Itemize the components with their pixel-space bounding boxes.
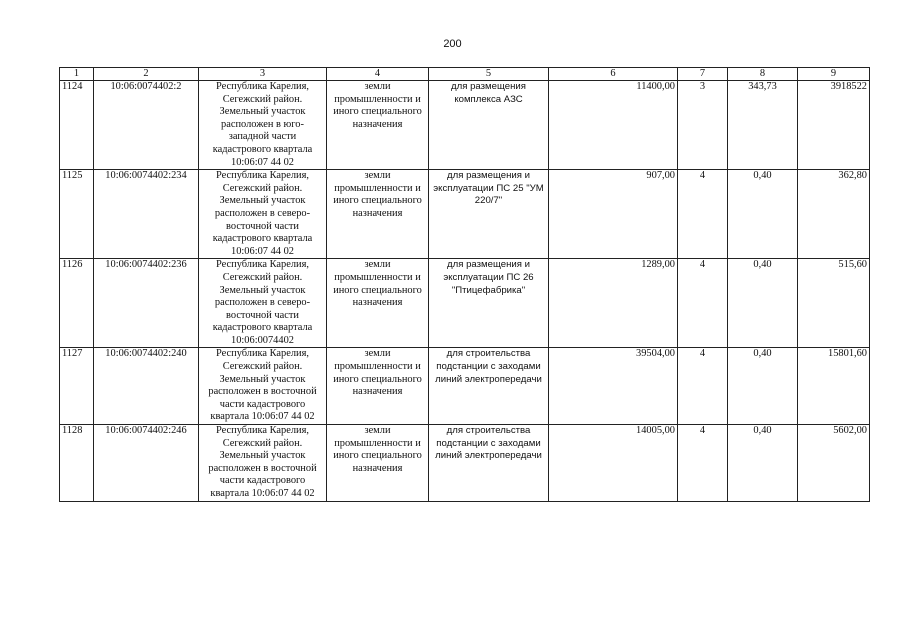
column-header-2: 2 — [94, 68, 199, 81]
area: 11400,00 — [549, 81, 678, 170]
column-header-4: 4 — [327, 68, 429, 81]
location: Республика Карелия, Сегежский район. Земельный участок расположен в восточной части кадастрового квартала 10:06:07 44 02 — [199, 348, 327, 425]
value: 3918522 — [798, 81, 870, 170]
column-header-3: 3 — [199, 68, 327, 81]
area: 14005,00 — [549, 425, 678, 502]
table-row — [60, 81, 870, 170]
location: Республика Карелия, Сегежский район. Земельный участок расположен в юго-западной части кадастрового квартала 10:06:07 44 02 — [199, 81, 327, 170]
value: 5602,00 — [798, 425, 870, 502]
column-header-8: 8 — [728, 68, 798, 81]
location: Республика Карелия, Сегежский район. Земельный участок расположен в восточной части кадастрового квартала 10:06:07 44 02 — [199, 425, 327, 502]
area: 39504,00 — [549, 348, 678, 425]
header-row — [60, 68, 870, 81]
cadastral-number: 10:06:0074402:234 — [94, 170, 199, 259]
column-header-6: 6 — [549, 68, 678, 81]
permitted-use: для строительства подстанции с заходами линий электропередачи — [429, 348, 549, 425]
land-registry-table — [59, 67, 870, 502]
group: 4 — [678, 259, 728, 348]
permitted-use: для размещения и эксплуатации ПС 26 "Птицефабрика" — [429, 259, 549, 348]
table-row — [60, 170, 870, 259]
row-number: 1126 — [60, 259, 94, 348]
table-row — [60, 425, 870, 502]
cadastral-number: 10:06:0074402:240 — [94, 348, 199, 425]
location: Республика Карелия, Сегежский район. Земельный участок расположен в северо-восточной части кадастрового квартала 10:06:0074402 — [199, 259, 327, 348]
rate: 0,40 — [728, 425, 798, 502]
land-category: земли промышленности и иного специального назначения — [327, 81, 429, 170]
value: 515,60 — [798, 259, 870, 348]
rate: 0,40 — [728, 348, 798, 425]
permitted-use: для строительства подстанции с заходами линий электропередачи — [429, 425, 549, 502]
rate: 0,40 — [728, 170, 798, 259]
land-category: земли промышленности и иного специального назначения — [327, 348, 429, 425]
permitted-use: для размещения и эксплуатации ПС 25 "УМ 220/7" — [429, 170, 549, 259]
row-number: 1125 — [60, 170, 94, 259]
page-number: 200 — [443, 38, 462, 50]
land-category: земли промышленности и иного специального назначения — [327, 425, 429, 502]
row-number: 1124 — [60, 81, 94, 170]
table-row — [60, 348, 870, 425]
column-header-9: 9 — [798, 68, 870, 81]
column-header-7: 7 — [678, 68, 728, 81]
area: 1289,00 — [549, 259, 678, 348]
group: 4 — [678, 170, 728, 259]
location: Республика Карелия, Сегежский район. Земельный участок расположен в северо-восточной части кадастрового квартала 10:06:07 44 02 — [199, 170, 327, 259]
rate: 343,73 — [728, 81, 798, 170]
group: 3 — [678, 81, 728, 170]
land-category: земли промышленности и иного специального назначения — [327, 259, 429, 348]
value: 362,80 — [798, 170, 870, 259]
cadastral-number: 10:06:0074402:246 — [94, 425, 199, 502]
column-header-5: 5 — [429, 68, 549, 81]
row-number: 1128 — [60, 425, 94, 502]
cadastral-number: 10:06:0074402:2 — [94, 81, 199, 170]
permitted-use: для размещения комплекса АЗС — [429, 81, 549, 170]
table-row — [60, 259, 870, 348]
area: 907,00 — [549, 170, 678, 259]
rate: 0,40 — [728, 259, 798, 348]
land-category: земли промышленности и иного специального назначения — [327, 170, 429, 259]
value: 15801,60 — [798, 348, 870, 425]
row-number: 1127 — [60, 348, 94, 425]
column-header-1: 1 — [60, 68, 94, 81]
group: 4 — [678, 348, 728, 425]
group: 4 — [678, 425, 728, 502]
cadastral-number: 10:06:0074402:236 — [94, 259, 199, 348]
